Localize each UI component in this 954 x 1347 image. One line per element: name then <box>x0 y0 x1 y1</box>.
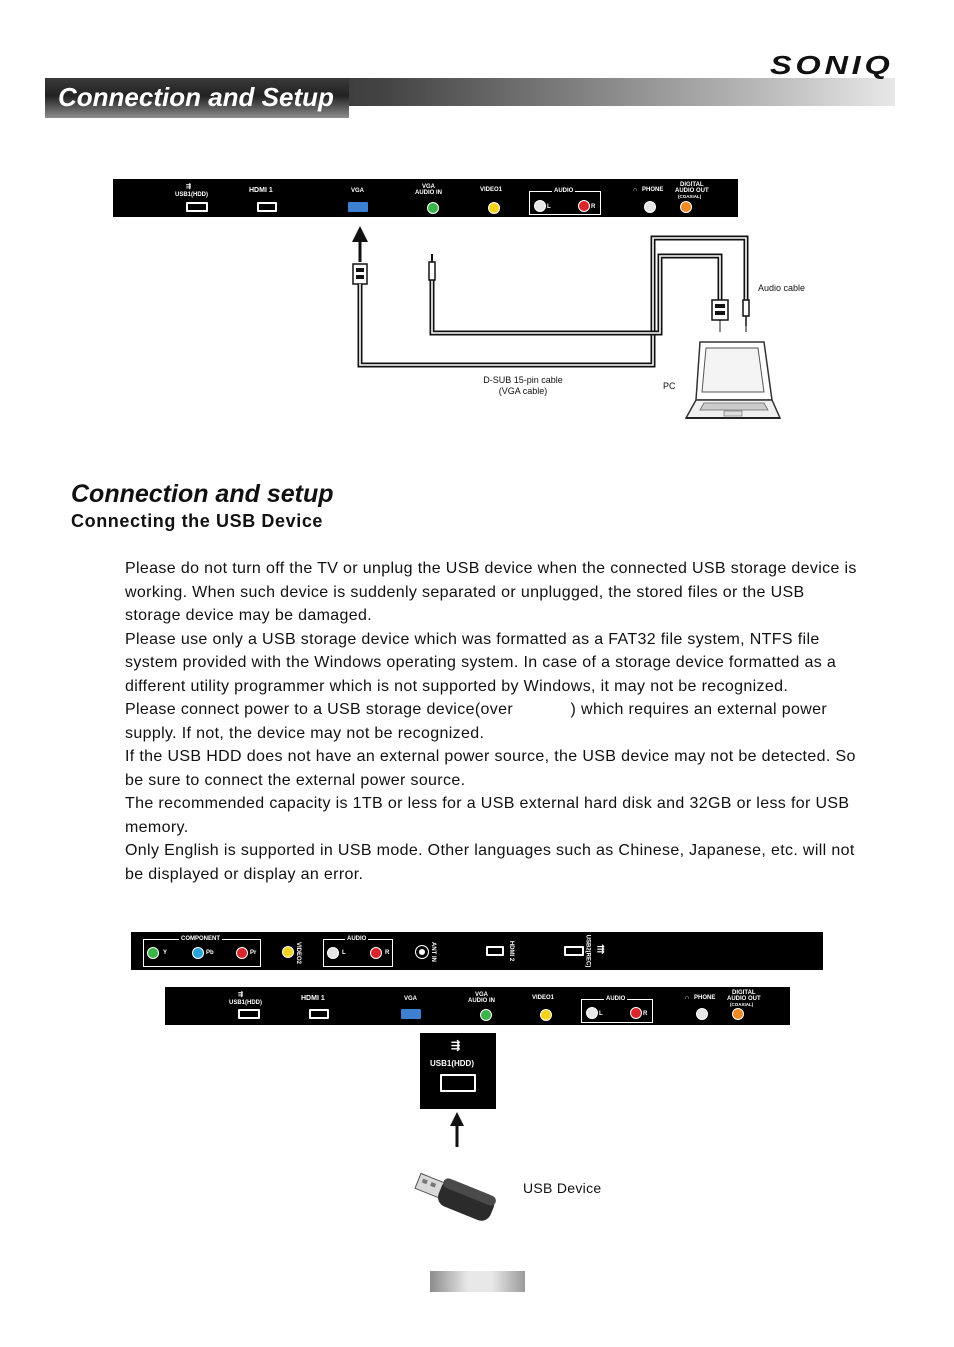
instruction-paragraph: Please do not turn off the TV or unplug the USB device when the connected USB storage device is working. When such device is suddenly separated or unplugged, the stored files or the USB storage device may be damaged. <box>125 560 857 624</box>
phone-jack <box>696 1008 708 1020</box>
section-subtitle: Connecting the USB Device <box>71 511 324 531</box>
dsub-caption-line2: (VGA cable) <box>498 386 548 396</box>
instruction-paragraph: Only English is supported in USB mode. Other languages such as Chinese, Japanese, etc. will not be displayed or display an error. <box>125 842 855 883</box>
audio-plug-left <box>429 262 435 280</box>
instruction-paragraph: The recommended capacity is 1TB or less for a USB external hard disk and 32GB or less for USB memory. <box>125 795 850 836</box>
vga-port <box>401 1009 421 1019</box>
audio-cable-caption: Audio cable <box>758 283 806 293</box>
audio-r-label: R <box>591 204 596 210</box>
component-pb-jack <box>192 947 204 959</box>
component-pr-jack <box>236 947 248 959</box>
side-audio-r-label: R <box>385 950 390 956</box>
hdmi-port <box>309 1009 329 1019</box>
audio-label: AUDIO <box>606 996 626 1002</box>
section-title: Connection and setup <box>71 480 334 508</box>
audio-l-jack <box>586 1007 598 1019</box>
vga-label: VGA <box>404 996 418 1002</box>
usb-symbol-icon: ⇶ <box>186 184 192 190</box>
headphone-icon: ∩ <box>633 187 638 193</box>
usb-symbol-icon: ⇶ <box>238 992 244 998</box>
audio-l-label: L <box>547 204 551 210</box>
brand-logo: SONIQ <box>770 50 894 80</box>
vga-audio-label: VGA AUDIO IN <box>415 184 442 196</box>
component-pr-label: Pr <box>250 950 257 956</box>
page-title: Connection and Setup <box>58 82 334 112</box>
usb-port <box>238 1009 260 1019</box>
usb-stick-icon <box>413 1168 498 1224</box>
headphone-icon: ∩ <box>685 995 690 1001</box>
instruction-paragraph: If the USB HDD does not have an external power source, the USB device may not be detected. So be sure to connect the external power source. <box>125 748 856 789</box>
vga-label: VGA <box>351 188 365 194</box>
phone-label: PHONE <box>694 995 716 1001</box>
audio-r-jack <box>630 1007 642 1019</box>
usb-device-caption: USB Device <box>523 1180 602 1196</box>
hdmi-label: HDMI 1 <box>249 187 273 194</box>
video1-label: VIDEO1 <box>480 187 503 193</box>
side-audio-l-label: L <box>342 950 346 956</box>
usb-port-zoom <box>420 1033 496 1109</box>
coaxial-label: (COAXIAL) <box>730 1002 754 1007</box>
usb-label: USB1(HDD) <box>229 1000 262 1006</box>
phone-label: PHONE <box>642 187 664 193</box>
page-number-box <box>430 1271 525 1292</box>
side-audio-r-jack <box>370 947 382 959</box>
usb-zoom-port <box>440 1074 476 1092</box>
usb-arrow-head <box>450 1112 464 1126</box>
usb-instructions <box>125 557 865 886</box>
coaxial-jack <box>732 1008 744 1020</box>
tv-side-panel <box>131 932 823 970</box>
component-label: COMPONENT <box>181 936 220 942</box>
vga-audio-label: VGA AUDIO IN <box>468 992 495 1004</box>
side-audio-l-jack <box>327 947 339 959</box>
antenna-label: ANT IN <box>430 942 436 962</box>
component-y-jack <box>147 947 159 959</box>
component-y-label: Y <box>163 950 168 956</box>
usb-zoom-label: USB1(HDD) <box>430 1059 474 1068</box>
side-audio-label: AUDIO <box>347 936 367 942</box>
vga-arrow-head <box>352 226 368 242</box>
vga-plug-pc <box>712 300 728 320</box>
audio-l-label: L <box>599 1011 603 1017</box>
instruction-paragraph: Please use only a USB storage device which was formatted as a FAT32 file system, NTFS file system provided with the Windows operating system. In case of a storage device formatted as a different utility programmer which is not supported by Windows, it may not be recognized. <box>125 630 837 695</box>
dsub-caption <box>481 375 565 397</box>
hdmi-label: HDMI 1 <box>301 995 325 1002</box>
video2-jack <box>282 946 294 958</box>
usb-symbol-icon: ⇶ <box>451 1040 461 1052</box>
laptop-icon <box>686 342 780 418</box>
audio-r-label: R <box>643 1011 648 1017</box>
usb2-label: USB2(REC) <box>584 934 591 968</box>
audio-label: AUDIO <box>554 188 574 194</box>
digital-out-label: DIGITAL AUDIO OUT <box>675 182 709 194</box>
video1-jack <box>540 1009 552 1021</box>
pc-connection-diagram <box>0 0 954 470</box>
coaxial-label: (COAXIAL) <box>678 194 702 199</box>
digital-out-label: DIGITAL AUDIO OUT <box>727 990 761 1002</box>
usb2-port <box>564 946 584 956</box>
vga-plug-left <box>353 264 367 284</box>
instruction-paragraph: Please connect power to a USB storage device(over ) which requires an external power supply. If not, the device may not be recognized. <box>125 701 832 742</box>
video2-label: VIDEO2 <box>295 941 302 965</box>
hdmi2-port <box>486 946 504 956</box>
component-pb-label: Pb <box>206 950 214 956</box>
video1-label: VIDEO1 <box>532 995 555 1001</box>
dsub-caption-line1: D-SUB 15-pin cable <box>483 375 563 385</box>
usb-device-diagram <box>400 1100 540 1240</box>
hdmi2-label: HDMI 2 <box>508 940 515 962</box>
antenna-jack <box>415 945 429 959</box>
vga-audio-jack <box>480 1009 492 1021</box>
usb-label: USB1(HDD) <box>175 192 208 198</box>
tv-rear-panel-bottom <box>165 987 790 1025</box>
audio-plug-pc <box>743 300 749 316</box>
usb2-symbol-icon: ⇶ <box>597 944 605 954</box>
pc-caption: PC <box>663 381 676 391</box>
